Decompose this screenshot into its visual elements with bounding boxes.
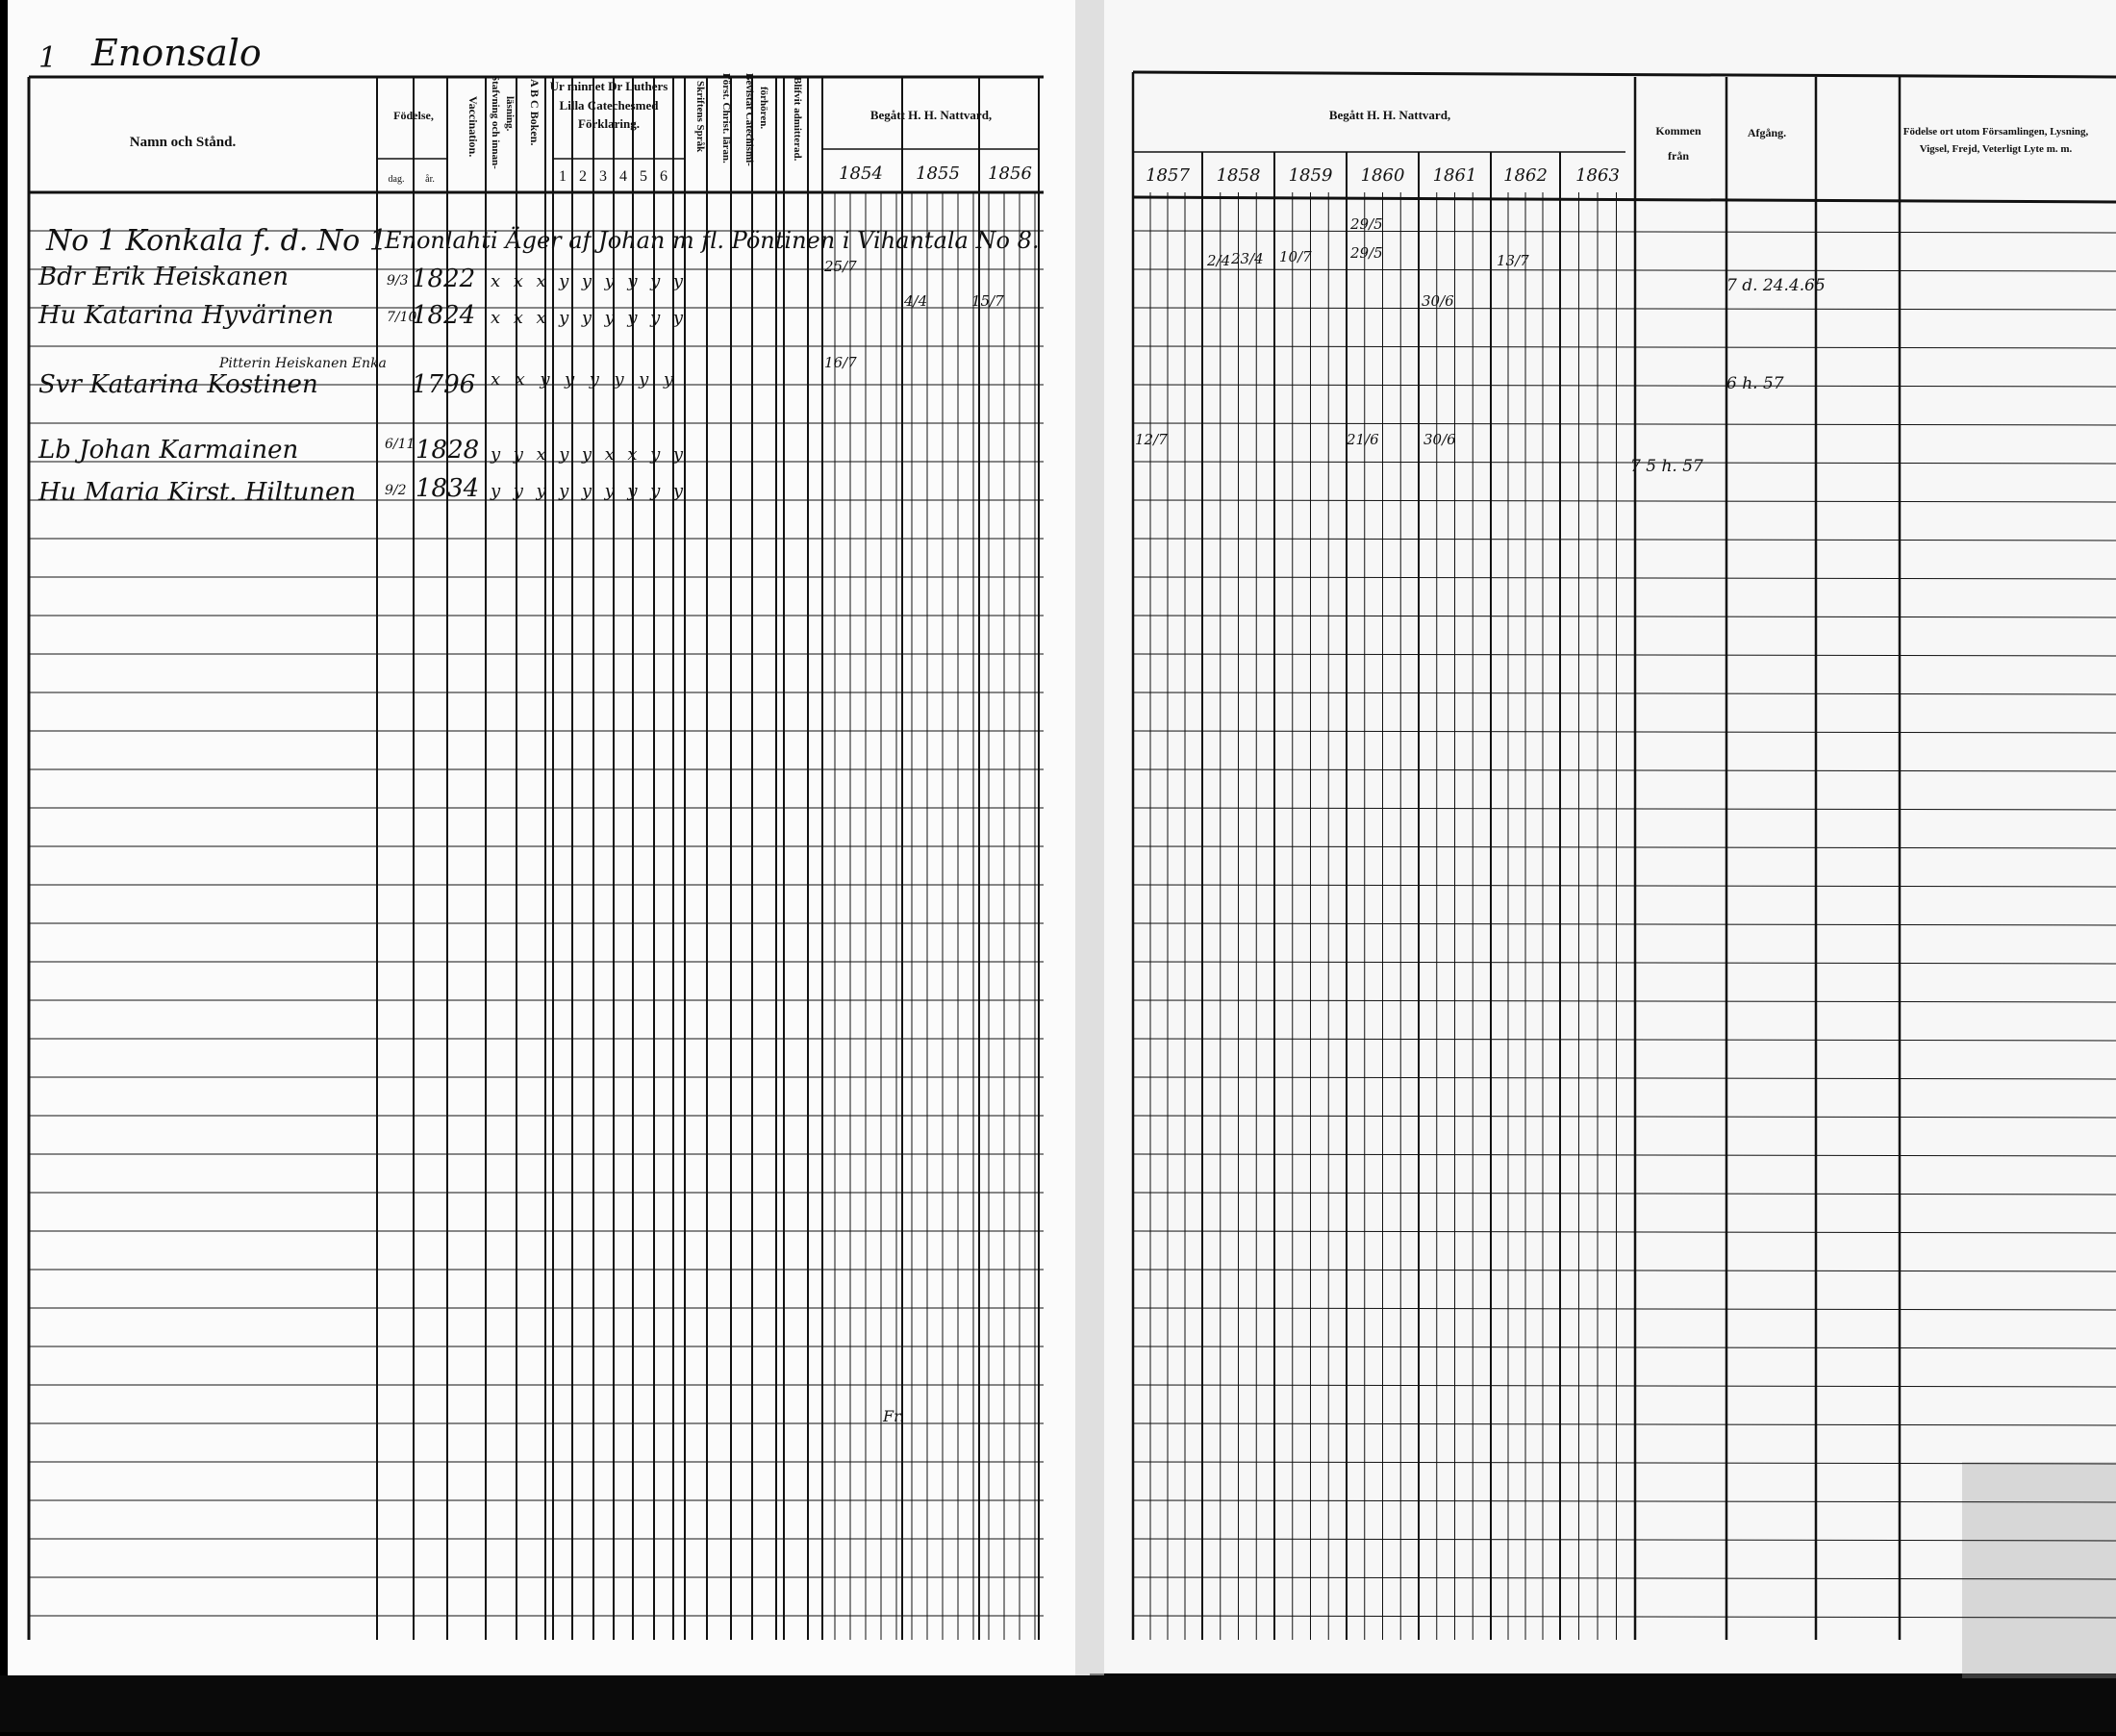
header-birth-day: dag.: [388, 174, 405, 185]
header-reading-1: Stafvning och innan-: [490, 75, 501, 169]
page-stamp: Fr.: [883, 1407, 905, 1425]
parish-title: Enonsalo: [91, 32, 262, 74]
header-scripture: Skriftens Språk: [694, 81, 706, 153]
entry-ticks: x x x y y y y y y: [491, 308, 683, 328]
header-christ: Först. Christ. läran.: [720, 73, 732, 164]
catechism-number: 2: [579, 168, 587, 185]
catechism-number: 1: [559, 168, 567, 185]
entry-year: 1824: [412, 301, 476, 330]
entry-name: Svr Katarina Kostinen: [38, 370, 318, 399]
communion-mark: 30/6: [1422, 292, 1454, 310]
header-came-2: från: [1668, 149, 1689, 163]
header-catechism-3: Förklaring.: [578, 116, 640, 131]
header-came-1: Kommen: [1655, 124, 1701, 138]
header-birth: Födelse,: [393, 109, 434, 122]
folio-mark: 1: [38, 41, 58, 75]
entry-name: Lb Johan Karmainen: [38, 436, 299, 465]
entry-year: 1834: [416, 474, 480, 503]
entry-name: Hu Maria Kirst. Hiltunen: [38, 478, 357, 507]
entry-year: 1796: [412, 370, 476, 399]
entry-date: 6/11: [385, 437, 416, 452]
year-label: 1854: [839, 164, 883, 184]
entry-ticks: y y y y y y y y y: [491, 481, 683, 501]
entry-name: Hu Katarina Hyvärinen: [38, 301, 334, 330]
entry-date: 9/3: [387, 273, 409, 289]
departure-note: 6 h. 57: [1726, 374, 1784, 393]
catechism-number: 4: [619, 168, 627, 185]
communion-mark: 2/4: [1207, 252, 1231, 269]
entry-date: 9/2: [385, 483, 407, 498]
year-label: 1856: [988, 164, 1032, 184]
header-abc: A B C Boken.: [528, 79, 542, 146]
year-label: 1862: [1503, 165, 1548, 186]
gutter: [1075, 0, 1104, 1693]
year-label: 1857: [1146, 165, 1190, 186]
departure-note: 7 d. 24.4.65: [1726, 276, 1826, 295]
year-label: 1858: [1216, 165, 1261, 186]
header-vaccination: Vaccination.: [466, 96, 480, 158]
communion-mark: 30/6: [1423, 431, 1456, 448]
year-label: 1859: [1288, 165, 1333, 186]
header-exam-1: Bevistat Catechismi-: [743, 73, 755, 166]
catechism-number: 3: [599, 168, 607, 185]
header-communion-right: Begått H. H. Nattvard,: [1328, 108, 1451, 122]
header-reading-2: läsning.: [504, 96, 516, 132]
entry-date: 7/10: [387, 310, 417, 325]
entry-name: Bdr Erik Heiskanen: [38, 263, 290, 291]
year-label: 1855: [916, 164, 960, 184]
communion-mark: 29/5: [1350, 215, 1383, 233]
header-name: Namn och Stånd.: [129, 135, 237, 150]
entry-year: 1828: [416, 436, 480, 465]
entry-note: Pitterin Heiskanen Enka: [219, 356, 387, 371]
departure-note: 7 5 h. 57: [1630, 457, 1703, 476]
header-birth-year: år.: [425, 174, 435, 185]
communion-mark: 15/7: [971, 292, 1004, 310]
catechism-number: 6: [660, 168, 668, 185]
header-notes-2: Vigsel, Frejd, Veterligt Lyte m. m.: [1919, 143, 2073, 155]
bottom-edge: [0, 1675, 2116, 1732]
communion-mark: 12/7: [1135, 431, 1168, 448]
header-catechism-1: Ur minnet Dr Luthers: [549, 79, 668, 93]
communion-mark: 13/7: [1497, 252, 1529, 269]
header-admitted: Blifvit admitterad.: [792, 77, 803, 162]
communion-mark: 4/4: [904, 292, 928, 310]
communion-mark: 23/4: [1231, 250, 1264, 267]
catechism-number: 5: [640, 168, 647, 185]
year-label: 1860: [1360, 165, 1405, 186]
year-labels: [839, 164, 1620, 186]
header-notes-1: Födelse ort utom Församlingen, Lysning,: [1902, 126, 2089, 138]
communion-mark: 21/6: [1347, 431, 1379, 448]
header-exam-2: förhören.: [758, 87, 769, 130]
entry-year: 1822: [412, 264, 476, 293]
header-communion-left: Begått H. H. Nattvard,: [869, 108, 993, 122]
page-stain: [1962, 1462, 2116, 1678]
year-label: 1863: [1575, 165, 1620, 186]
year-label: 1861: [1432, 165, 1477, 186]
communion-mark: 10/7: [1279, 248, 1312, 265]
communion-mark: 29/5: [1350, 244, 1383, 262]
household-note: Enonlahti Äger af Johan m fl. Pöntinen i Vihantala No 8.: [385, 227, 1040, 254]
entry-ticks: x x x y y y y y y: [491, 271, 683, 291]
header-departed: Afgång.: [1747, 126, 1787, 139]
entry-ticks: x x y y y y y y: [491, 369, 673, 390]
household-heading: No 1 Konkala f. d. No 1: [46, 224, 388, 258]
header-catechism-2: Lilla Catechesmed: [559, 98, 659, 113]
communion-mark: 25/7: [824, 258, 857, 275]
entry-ticks: y y x y y x x y y: [491, 444, 683, 465]
communion-mark: 16/7: [824, 354, 857, 371]
